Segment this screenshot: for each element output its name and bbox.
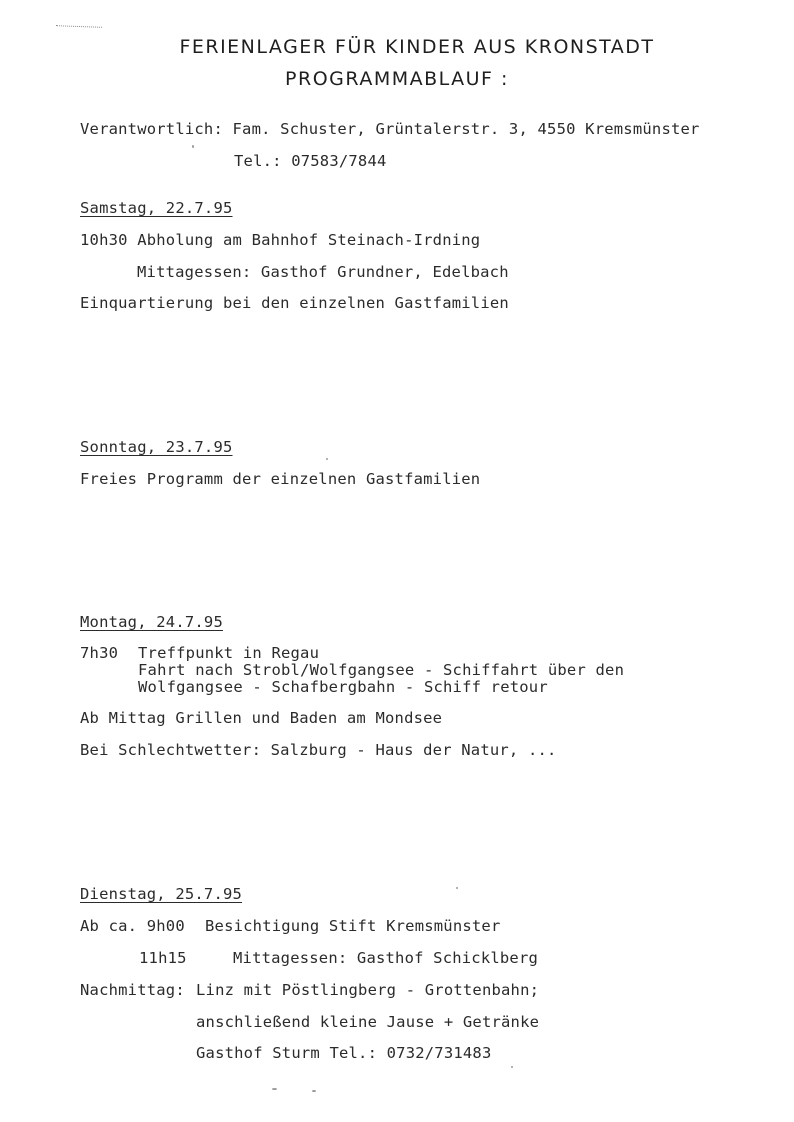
saturday-line-3: Einquartierung bei den einzelnen Gastfamilien: [80, 294, 509, 312]
tuesday-line-2: Mittagessen: Gasthof Schicklberg: [233, 949, 539, 967]
document-subtitle: PROGRAMMABLAUF :: [285, 68, 509, 90]
scan-speck: [192, 145, 194, 148]
tuesday-line-5: Gasthof Sturm Tel.: 0732/731483: [196, 1044, 492, 1062]
document-title: FERIENLAGER FÜR KINDER AUS KRONSTADT: [179, 36, 655, 58]
saturday-line-1: 10h30 Abholung am Bahnhof Steinach-Irdning: [80, 231, 481, 249]
day-heading-monday: Montag, 24.7.95: [80, 613, 223, 631]
responsible-line: Verantwortlich: Fam. Schuster, Grüntalerstr. 3, 4550 Kremsmünster: [80, 120, 700, 138]
scan-speck: [272, 1088, 277, 1090]
monday-time: 7h30: [80, 644, 119, 662]
monday-line-5: Bei Schlechtwetter: Salzburg - Haus der Natur, ...: [80, 741, 557, 759]
day-heading-tuesday: Dienstag, 25.7.95: [80, 885, 243, 903]
tuesday-time-2: 11h15: [139, 949, 187, 967]
sunday-line-1: Freies Programm der einzelnen Gastfamilien: [80, 470, 481, 488]
phone-line: Tel.: 07583/7844: [234, 152, 387, 170]
saturday-line-2: Mittagessen: Gasthof Grundner, Edelbach: [137, 263, 509, 281]
tuesday-line-1: Besichtigung Stift Kremsmünster: [205, 917, 501, 935]
day-heading-saturday: Samstag, 22.7.95: [80, 199, 233, 217]
handwritten-mark: [56, 25, 102, 34]
tuesday-time-1: Ab ca. 9h00: [80, 917, 185, 935]
monday-line-1: Treffpunkt in Regau: [138, 644, 320, 662]
day-heading-sunday: Sonntag, 23.7.95: [80, 438, 233, 456]
scan-speck: [456, 887, 458, 889]
monday-line-3: Wolfgangsee - Schafbergbahn - Schiff retour: [138, 678, 548, 696]
tuesday-line-3: Linz mit Pöstlingberg - Grottenbahn;: [196, 981, 540, 999]
tuesday-time-3: Nachmittag:: [80, 981, 185, 999]
scan-speck: [326, 458, 328, 460]
monday-line-2: Fahrt nach Strobl/Wolfgangsee - Schiffahrt über den: [138, 661, 625, 679]
monday-line-4: Ab Mittag Grillen und Baden am Mondsee: [80, 709, 443, 727]
scan-speck: [511, 1066, 513, 1068]
scan-speck: [312, 1090, 316, 1092]
tuesday-line-4: anschließend kleine Jause + Getränke: [196, 1013, 540, 1031]
